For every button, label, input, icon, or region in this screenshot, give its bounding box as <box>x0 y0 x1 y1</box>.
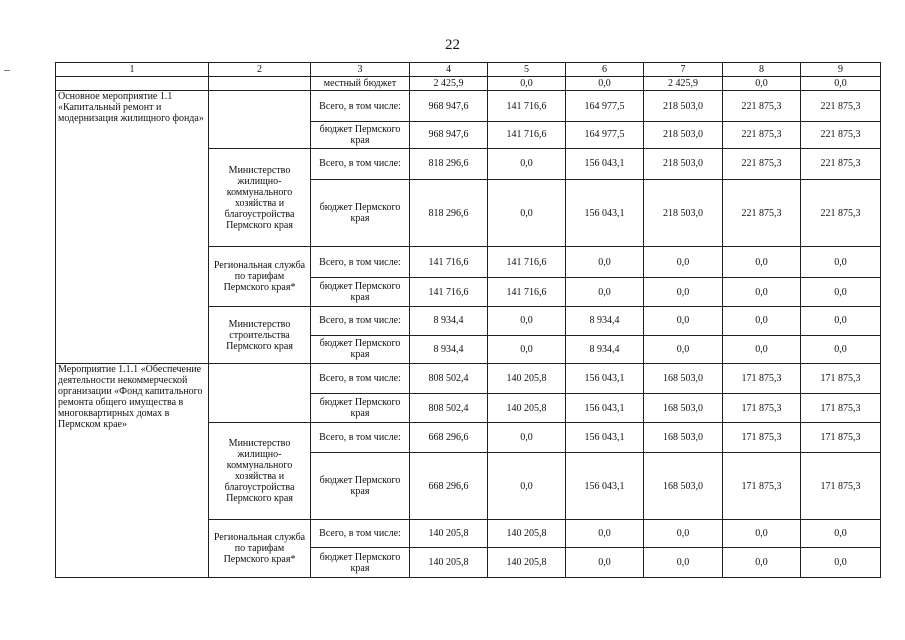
value-cell: 0,0 <box>723 307 801 335</box>
source-budget-label: бюджет Пермского края <box>311 335 410 363</box>
source-budget-label: бюджет Пермского края <box>311 394 410 422</box>
value-cell: 818 296,6 <box>410 179 488 247</box>
value-cell: 141 716,6 <box>488 277 566 306</box>
value-cell: 140 205,8 <box>410 548 488 578</box>
value-cell: 156 043,1 <box>566 394 644 422</box>
value-cell: 140 205,8 <box>488 394 566 422</box>
value-cell: 171 875,3 <box>723 394 801 422</box>
header-cell: 2 <box>209 63 311 77</box>
source-total-label: Всего, в том числе: <box>311 247 410 277</box>
executor-cell: Региональная служба по тарифам Пермского края* <box>209 520 311 578</box>
value-cell: 0,0 <box>723 247 801 277</box>
source-budget-label: бюджет Пермского края <box>311 453 410 520</box>
value-cell: 668 296,6 <box>410 453 488 520</box>
header-cell: 4 <box>410 63 488 77</box>
table-row <box>56 364 881 394</box>
value-cell: 168 503,0 <box>644 422 723 452</box>
value-cell: 0,0 <box>488 77 566 91</box>
value-cell: 0,0 <box>566 520 644 548</box>
value-cell: 0,0 <box>801 520 881 548</box>
value-cell: 0,0 <box>801 335 881 363</box>
value-cell: 0,0 <box>723 548 801 578</box>
empty-cell <box>56 77 209 91</box>
executor-cell <box>209 364 311 423</box>
value-cell: 156 043,1 <box>566 453 644 520</box>
value-cell: 140 205,8 <box>488 364 566 394</box>
value-cell: 8 934,4 <box>566 335 644 363</box>
value-cell: 0,0 <box>488 422 566 452</box>
header-row <box>56 63 881 77</box>
value-cell: 156 043,1 <box>566 422 644 452</box>
value-cell: 221 875,3 <box>801 179 881 247</box>
value-cell: 0,0 <box>566 77 644 91</box>
value-cell: 0,0 <box>644 335 723 363</box>
header-cell: 5 <box>488 63 566 77</box>
value-cell: 141 716,6 <box>488 247 566 277</box>
value-cell: 0,0 <box>644 307 723 335</box>
value-cell: 0,0 <box>723 335 801 363</box>
value-cell: 221 875,3 <box>723 179 801 247</box>
value-cell: 218 503,0 <box>644 91 723 121</box>
source-total-label: Всего, в том числе: <box>311 307 410 335</box>
value-cell: 171 875,3 <box>723 364 801 394</box>
value-cell: 171 875,3 <box>801 422 881 452</box>
value-cell: 0,0 <box>488 307 566 335</box>
value-cell: 171 875,3 <box>801 394 881 422</box>
source-budget-label: бюджет Пермского края <box>311 277 410 306</box>
value-cell: 0,0 <box>488 179 566 247</box>
value-cell: 0,0 <box>644 548 723 578</box>
value-cell: 0,0 <box>801 77 881 91</box>
executor-cell <box>209 91 311 149</box>
value-cell: 221 875,3 <box>723 91 801 121</box>
value-cell: 141 716,6 <box>488 91 566 121</box>
margin-mark <box>4 70 10 71</box>
value-cell: 0,0 <box>801 277 881 306</box>
value-cell: 141 716,6 <box>488 121 566 148</box>
value-cell: 140 205,8 <box>410 520 488 548</box>
page-number: 22 <box>445 37 460 53</box>
value-cell: 168 503,0 <box>644 453 723 520</box>
value-cell: 156 043,1 <box>566 179 644 247</box>
value-cell: 171 875,3 <box>723 453 801 520</box>
value-cell: 164 977,5 <box>566 91 644 121</box>
value-cell: 218 503,0 <box>644 149 723 179</box>
value-cell: 0,0 <box>644 247 723 277</box>
source-budget-label: бюджет Пермского края <box>311 179 410 247</box>
value-cell: 808 502,4 <box>410 364 488 394</box>
value-cell: 0,0 <box>644 520 723 548</box>
value-cell: 171 875,3 <box>801 453 881 520</box>
value-cell: 0,0 <box>488 453 566 520</box>
value-cell: 221 875,3 <box>723 149 801 179</box>
value-cell: 164 977,5 <box>566 121 644 148</box>
value-cell: 0,0 <box>723 520 801 548</box>
value-cell: 171 875,3 <box>801 364 881 394</box>
value-cell: 968 947,6 <box>410 121 488 148</box>
table-body <box>56 63 881 578</box>
measure-name-cell: Основное мероприятие 1.1 «Капитальный ремонт и модернизация жилищного фонда» <box>56 91 209 364</box>
header-cell: 8 <box>723 63 801 77</box>
source-total-label: Всего, в том числе: <box>311 91 410 121</box>
value-cell: 0,0 <box>488 149 566 179</box>
source-total-label: Всего, в том числе: <box>311 422 410 452</box>
value-cell: 156 043,1 <box>566 364 644 394</box>
source-budget-label: бюджет Пермского края <box>311 121 410 148</box>
value-cell: 0,0 <box>644 277 723 306</box>
value-cell: 168 503,0 <box>644 364 723 394</box>
value-cell: 140 205,8 <box>488 520 566 548</box>
executor-cell: Региональная служба по тарифам Пермского края* <box>209 247 311 307</box>
value-cell: 0,0 <box>723 77 801 91</box>
value-cell: 0,0 <box>801 247 881 277</box>
value-cell: 0,0 <box>566 548 644 578</box>
value-cell: 221 875,3 <box>801 121 881 148</box>
source-total-label: Всего, в том числе: <box>311 520 410 548</box>
value-cell: 8 934,4 <box>566 307 644 335</box>
value-cell: 218 503,0 <box>644 179 723 247</box>
value-cell: 171 875,3 <box>723 422 801 452</box>
value-cell: 2 425,9 <box>410 77 488 91</box>
empty-cell <box>209 77 311 91</box>
value-cell: 156 043,1 <box>566 149 644 179</box>
value-cell: 2 425,9 <box>644 77 723 91</box>
value-cell: 968 947,6 <box>410 91 488 121</box>
source-label: местный бюджет <box>311 77 410 91</box>
executor-cell: Министерство строительства Пермского края <box>209 307 311 364</box>
local-budget-row <box>56 77 881 91</box>
value-cell: 0,0 <box>566 277 644 306</box>
value-cell: 168 503,0 <box>644 394 723 422</box>
executor-cell: Министерство жилищно-коммунального хозяйства и благоустройства Пермского края <box>209 149 311 247</box>
header-cell: 3 <box>311 63 410 77</box>
value-cell: 0,0 <box>723 277 801 306</box>
value-cell: 221 875,3 <box>801 149 881 179</box>
value-cell: 668 296,6 <box>410 422 488 452</box>
header-cell: 7 <box>644 63 723 77</box>
source-budget-label: бюджет Пермского края <box>311 548 410 578</box>
value-cell: 221 875,3 <box>801 91 881 121</box>
header-cell: 9 <box>801 63 881 77</box>
source-total-label: Всего, в том числе: <box>311 149 410 179</box>
value-cell: 140 205,8 <box>488 548 566 578</box>
value-cell: 141 716,6 <box>410 247 488 277</box>
source-total-label: Всего, в том числе: <box>311 364 410 394</box>
value-cell: 0,0 <box>566 247 644 277</box>
value-cell: 808 502,4 <box>410 394 488 422</box>
value-cell: 218 503,0 <box>644 121 723 148</box>
value-cell: 8 934,4 <box>410 335 488 363</box>
value-cell: 221 875,3 <box>723 121 801 148</box>
value-cell: 8 934,4 <box>410 307 488 335</box>
header-cell: 6 <box>566 63 644 77</box>
value-cell: 0,0 <box>801 548 881 578</box>
budget-table <box>55 62 881 578</box>
value-cell: 818 296,6 <box>410 149 488 179</box>
value-cell: 141 716,6 <box>410 277 488 306</box>
executor-cell: Министерство жилищно-коммунального хозяйства и благоустройства Пермского края <box>209 422 311 519</box>
measure-name-cell: Мероприятие 1.1.1 «Обеспечение деятельности некоммерческой организации «Фонд капитального ремонта общего имущества в многоквартирных домах в Пермском крае» <box>56 364 209 578</box>
value-cell: 0,0 <box>488 335 566 363</box>
value-cell: 0,0 <box>801 307 881 335</box>
table-row <box>56 91 881 121</box>
header-cell: 1 <box>56 63 209 77</box>
